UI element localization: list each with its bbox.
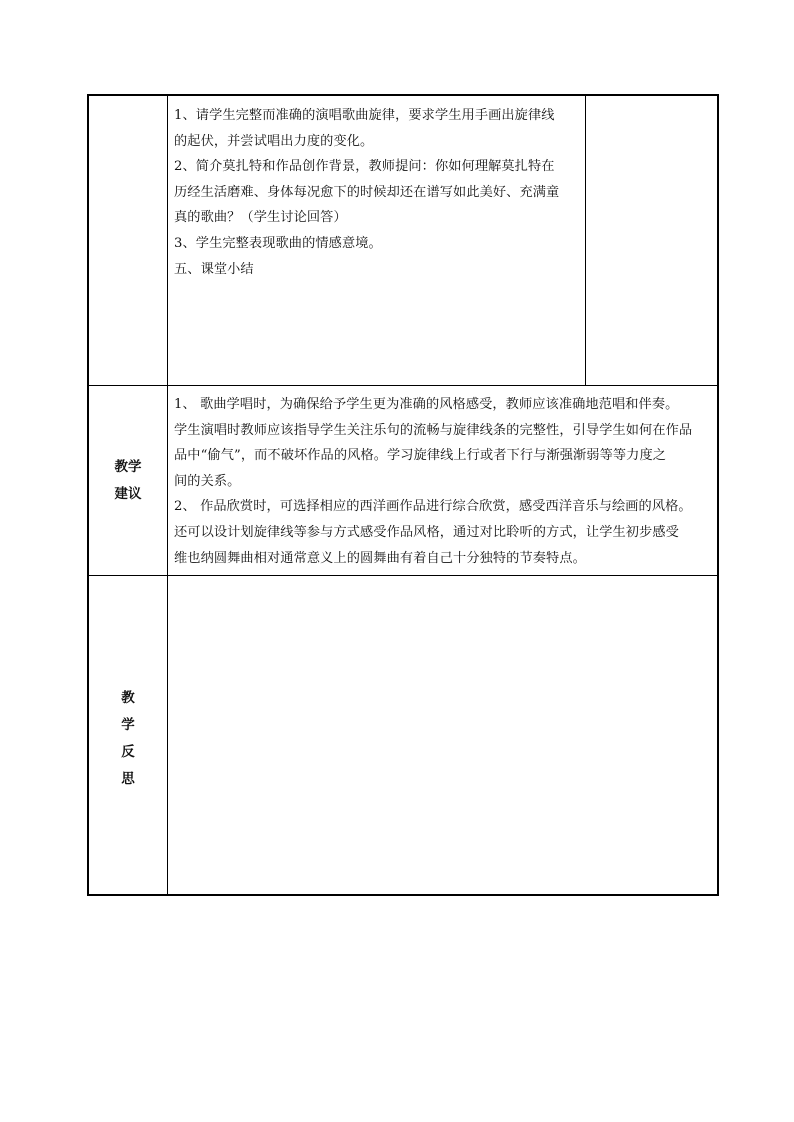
content-line: 学生演唱时教师应该指导学生关注乐句的流畅与旋律线条的完整性，引导学生如何在作品 xyxy=(174,422,693,438)
label-line: 教学 xyxy=(114,459,142,475)
teaching-suggestion-label xyxy=(89,454,167,508)
content-line: 2、简介莫扎特和作品创作背景，教师提问：你如何理解莫扎特在 xyxy=(174,159,555,175)
content-line: 历经生活磨难、身体每况愈下的时候却还在谱写如此美好、充满童 xyxy=(174,184,560,200)
content-line: 1、 歌曲学唱时，为确保给予学生更为准确的风格感受，教师应该准确地范唱和伴奏。 xyxy=(174,397,679,412)
content-line: 1、请学生完整而准确的演唱歌曲旋律，要求学生用手画出旋律线 xyxy=(174,108,555,123)
teaching-reflection-content[interactable] xyxy=(168,576,719,896)
content-line: 2、 作品欣赏时，可选择相应的西洋画作品进行综合欣赏，感受西洋音乐与绘画的风格。 xyxy=(174,499,692,515)
content-line: 五、课堂小结 xyxy=(174,261,254,277)
content-line: 还可以设计划旋律线等参与方式感受作品风格，通过对比聆听的方式，让学生初步感受 xyxy=(174,524,679,540)
label-line: 建议 xyxy=(114,486,142,502)
content-line: 维也纳圆舞曲相对通常意义上的圆舞曲有着自己十分独特的节奏特点。 xyxy=(174,550,586,566)
content-line: 间的关系。 xyxy=(174,473,241,489)
row-divider-1 xyxy=(89,385,717,386)
label-char: 思 xyxy=(121,771,135,787)
label-char: 学 xyxy=(121,717,135,733)
content-line: 真的歌曲？（学生讨论回答） xyxy=(174,210,347,226)
teaching-suggestion-content xyxy=(174,392,719,571)
content-line: 品中“偷气”，而不破坏作品的风格。学习旋律线上行或者下行与渐强渐弱等等力度之 xyxy=(174,448,667,464)
content-line: 的起伏，并尝试唱出力度的变化。 xyxy=(174,133,374,149)
process-content-cell xyxy=(174,103,584,282)
label-char: 教 xyxy=(121,690,135,706)
content-line: 3、学生完整表现歌曲的情感意境。 xyxy=(174,235,382,251)
notes-cell xyxy=(586,96,719,385)
label-char: 反 xyxy=(121,744,135,760)
teaching-reflection-label xyxy=(89,685,167,793)
lesson-plan-table xyxy=(87,94,719,896)
